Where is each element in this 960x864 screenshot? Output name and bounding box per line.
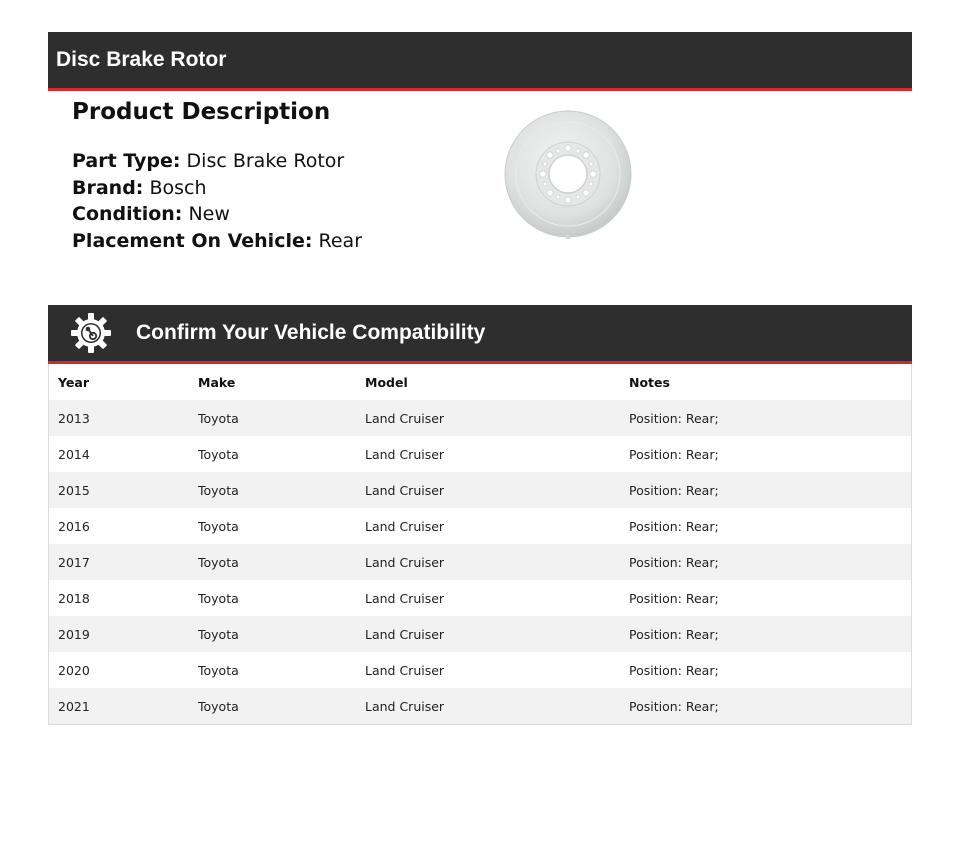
- cell-notes: Position: Rear;: [629, 626, 719, 642]
- cell-make: Toyota: [198, 518, 239, 534]
- compatibility-title: Confirm Your Vehicle Compatibility: [136, 321, 486, 344]
- field-brand: [72, 175, 362, 202]
- field-part-type: [72, 148, 362, 175]
- cell-notes: Position: Rear;: [629, 698, 719, 714]
- cell-make: Toyota: [198, 410, 239, 426]
- cell-model: Land Cruiser: [365, 698, 445, 714]
- column-header-year: Year: [58, 374, 89, 390]
- table-row: [49, 436, 911, 472]
- table-row: [49, 688, 911, 724]
- column-header-model: Model: [365, 374, 408, 390]
- table-row: [49, 652, 911, 688]
- product-image: [502, 108, 634, 240]
- field-label: Brand:: [72, 176, 144, 199]
- cell-year: 2015: [58, 482, 90, 498]
- cell-model: Land Cruiser: [365, 662, 445, 678]
- table-header-row: [49, 364, 911, 400]
- cell-notes: Position: Rear;: [629, 410, 719, 426]
- cell-notes: Position: Rear;: [629, 554, 719, 570]
- table-row: [49, 508, 911, 544]
- compatibility-table: [48, 364, 912, 725]
- cell-notes: Position: Rear;: [629, 590, 719, 606]
- gear-icon: [70, 312, 112, 354]
- cell-make: Toyota: [198, 698, 239, 714]
- product-description: [72, 96, 362, 254]
- cell-year: 2020: [58, 662, 90, 678]
- table-row: [49, 616, 911, 652]
- field-placement: [72, 228, 362, 255]
- cell-year: 2017: [58, 554, 90, 570]
- cell-model: Land Cruiser: [365, 590, 445, 606]
- cell-notes: Position: Rear;: [629, 446, 719, 462]
- column-header-make: Make: [198, 374, 236, 390]
- field-condition: [72, 201, 362, 228]
- cell-year: 2016: [58, 518, 90, 534]
- cell-model: Land Cruiser: [365, 446, 445, 462]
- cell-model: Land Cruiser: [365, 410, 445, 426]
- cell-make: Toyota: [198, 626, 239, 642]
- product-title-bar: [48, 32, 912, 91]
- field-value: New: [188, 203, 230, 225]
- description-fields: [72, 148, 362, 254]
- cell-year: 2014: [58, 446, 90, 462]
- column-header-notes: Notes: [629, 374, 670, 390]
- field-label: Condition:: [72, 203, 183, 225]
- cell-year: 2021: [58, 698, 90, 714]
- cell-make: Toyota: [198, 554, 239, 570]
- cell-year: 2013: [58, 410, 90, 426]
- cell-make: Toyota: [198, 482, 239, 498]
- table-row: [49, 400, 911, 436]
- cell-model: Land Cruiser: [365, 554, 445, 570]
- description-heading: Product Description: [72, 99, 331, 125]
- field-label: Placement On Vehicle:: [72, 229, 313, 252]
- cell-notes: Position: Rear;: [629, 482, 719, 498]
- cell-model: Land Cruiser: [365, 518, 445, 534]
- cell-make: Toyota: [198, 662, 239, 678]
- field-value: Bosch: [149, 176, 207, 199]
- field-value: Disc Brake Rotor: [186, 150, 345, 172]
- compatibility-bar: [48, 305, 912, 364]
- cell-year: 2018: [58, 590, 90, 606]
- cell-notes: Position: Rear;: [629, 518, 719, 534]
- cell-model: Land Cruiser: [365, 626, 445, 642]
- field-value: Rear: [318, 229, 363, 252]
- table-row: [49, 544, 911, 580]
- product-title: Disc Brake Rotor: [56, 48, 227, 71]
- table-row: [49, 580, 911, 616]
- brake-rotor-icon: [502, 108, 634, 240]
- cell-model: Land Cruiser: [365, 482, 445, 498]
- cell-notes: Position: Rear;: [629, 662, 719, 678]
- table-row: [49, 472, 911, 508]
- field-label: Part Type:: [72, 150, 181, 172]
- cell-make: Toyota: [198, 590, 239, 606]
- cell-year: 2019: [58, 626, 90, 642]
- cell-make: Toyota: [198, 446, 239, 462]
